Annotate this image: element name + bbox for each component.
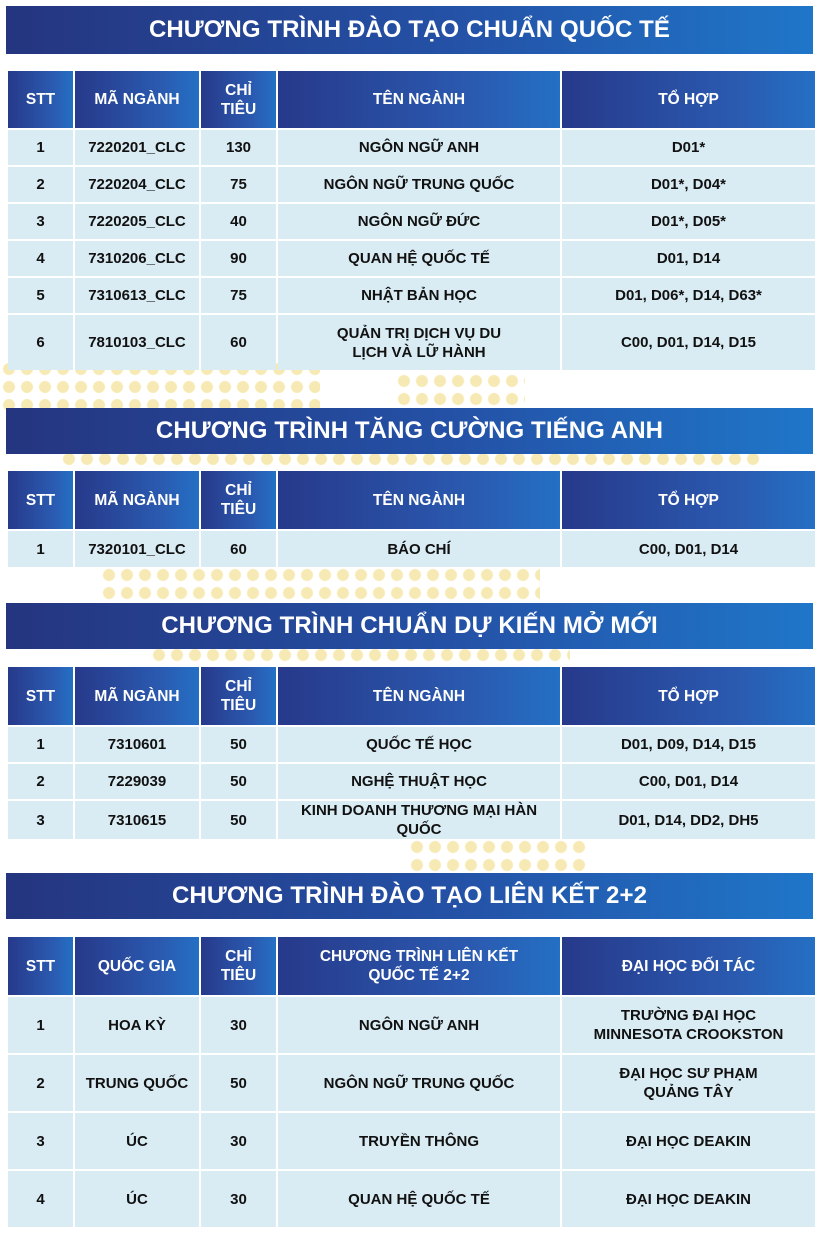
quota-cell: 30 (201, 997, 276, 1053)
country-cell: TRUNG QUỐC (75, 1055, 199, 1111)
quota-cell: 40 (201, 204, 276, 239)
col-header-stt: STT (8, 937, 73, 995)
program-cell: NGÔN NGỮ ANH (278, 997, 560, 1053)
partner-cell: ĐẠI HỌC DEAKIN (562, 1113, 815, 1169)
table-row (8, 278, 815, 313)
col-header-code: MÃ NGÀNH (75, 471, 199, 529)
col-header-quota: CHỈ TIÊU (201, 471, 276, 529)
table-row (8, 1171, 815, 1227)
combination-cell: C00, D01, D14 (562, 531, 815, 567)
stt-cell: 6 (8, 315, 73, 370)
stt-cell: 1 (8, 727, 73, 762)
decorative-dots (408, 838, 588, 874)
col-header-quota: CHỈ TIÊU (201, 937, 276, 995)
code-cell: 7220201_CLC (75, 130, 199, 165)
stt-cell: 2 (8, 1055, 73, 1111)
quota-cell: 60 (201, 531, 276, 567)
partner-cell: TRƯỜNG ĐẠI HỌC MINNESOTA CROOKSTON (562, 997, 815, 1053)
table-row (8, 1113, 815, 1169)
major-cell: QUẢN TRỊ DỊCH VỤ DU LỊCH VÀ LỮ HÀNH (278, 315, 560, 370)
decorative-dots (100, 566, 540, 602)
combination-cell: D01* (562, 130, 815, 165)
col-header-code: MÃ NGÀNH (75, 71, 199, 128)
partner-cell: ĐẠI HỌC SƯ PHẠM QUẢNG TÂY (562, 1055, 815, 1111)
country-cell: ÚC (75, 1113, 199, 1169)
stt-cell: 2 (8, 764, 73, 799)
code-cell: 7220204_CLC (75, 167, 199, 202)
col-header-code: MÃ NGÀNH (75, 667, 199, 725)
table-new-programs (6, 665, 817, 841)
code-cell: 7310615 (75, 801, 199, 839)
combination-cell: D01, D14, DD2, DH5 (562, 801, 815, 839)
col-header-combination: TỔ HỢP (562, 667, 815, 725)
table-row (8, 130, 815, 165)
table-row (8, 241, 815, 276)
col-header-major: TÊN NGÀNH (278, 667, 560, 725)
stt-cell: 2 (8, 167, 73, 202)
col-header-stt: STT (8, 471, 73, 529)
table-joint-2plus2 (6, 935, 817, 1229)
table-row (8, 204, 815, 239)
stt-cell: 4 (8, 241, 73, 276)
code-cell: 7310613_CLC (75, 278, 199, 313)
quota-cell: 50 (201, 764, 276, 799)
col-header-stt: STT (8, 667, 73, 725)
major-cell: BÁO CHÍ (278, 531, 560, 567)
section-title-international-standard: CHƯƠNG TRÌNH ĐÀO TẠO CHUẨN QUỐC TẾ (6, 6, 813, 54)
code-cell: 7220205_CLC (75, 204, 199, 239)
section-title-new-programs: CHƯƠNG TRÌNH CHUẨN DỰ KIẾN MỞ MỚI (6, 603, 813, 649)
major-cell: KINH DOANH THƯƠNG MẠI HÀN QUỐC (278, 801, 560, 839)
stt-cell: 5 (8, 278, 73, 313)
col-header-country: QUỐC GIA (75, 937, 199, 995)
quota-cell: 60 (201, 315, 276, 370)
quota-cell: 30 (201, 1171, 276, 1227)
table-row (8, 997, 815, 1053)
stt-cell: 3 (8, 204, 73, 239)
combination-cell: D01, D06*, D14, D63* (562, 278, 815, 313)
major-cell: NGÔN NGỮ ĐỨC (278, 204, 560, 239)
program-cell: TRUYỀN THÔNG (278, 1113, 560, 1169)
combination-cell: D01, D09, D14, D15 (562, 727, 815, 762)
combination-cell: D01*, D05* (562, 204, 815, 239)
combination-cell: C00, D01, D14 (562, 764, 815, 799)
col-header-joint-program: CHƯƠNG TRÌNH LIÊN KẾT QUỐC TẾ 2+2 (278, 937, 560, 995)
stt-cell: 3 (8, 1113, 73, 1169)
stt-cell: 1 (8, 997, 73, 1053)
major-cell: NGHỆ THUẬT HỌC (278, 764, 560, 799)
table-english-enhanced (6, 469, 817, 569)
section-title-joint-2plus2: CHƯƠNG TRÌNH ĐÀO TẠO LIÊN KẾT 2+2 (6, 873, 813, 919)
program-cell: QUAN HỆ QUỐC TẾ (278, 1171, 560, 1227)
combination-cell: D01*, D04* (562, 167, 815, 202)
table-row (8, 167, 815, 202)
country-cell: ÚC (75, 1171, 199, 1227)
table-row (8, 801, 815, 839)
table-row (8, 727, 815, 762)
col-header-major: TÊN NGÀNH (278, 71, 560, 128)
col-header-combination: TỔ HỢP (562, 71, 815, 128)
program-cell: NGÔN NGỮ TRUNG QUỐC (278, 1055, 560, 1111)
stt-cell: 4 (8, 1171, 73, 1227)
code-cell: 7310601 (75, 727, 199, 762)
code-cell: 7229039 (75, 764, 199, 799)
major-cell: NHẬT BẢN HỌC (278, 278, 560, 313)
decorative-dots (395, 372, 525, 408)
code-cell: 7810103_CLC (75, 315, 199, 370)
quota-cell: 50 (201, 1055, 276, 1111)
stt-cell: 1 (8, 130, 73, 165)
col-header-partner-university: ĐẠI HỌC ĐỐI TÁC (562, 937, 815, 995)
code-cell: 7320101_CLC (75, 531, 199, 567)
col-header-quota: CHỈ TIÊU (201, 667, 276, 725)
country-cell: HOA KỲ (75, 997, 199, 1053)
stt-cell: 1 (8, 531, 73, 567)
major-cell: NGÔN NGỮ TRUNG QUỐC (278, 167, 560, 202)
major-cell: NGÔN NGỮ ANH (278, 130, 560, 165)
code-cell: 7310206_CLC (75, 241, 199, 276)
partner-cell: ĐẠI HỌC DEAKIN (562, 1171, 815, 1227)
combination-cell: C00, D01, D14, D15 (562, 315, 815, 370)
major-cell: QUỐC TẾ HỌC (278, 727, 560, 762)
quota-cell: 75 (201, 167, 276, 202)
col-header-major: TÊN NGÀNH (278, 471, 560, 529)
quota-cell: 30 (201, 1113, 276, 1169)
col-header-stt: STT (8, 71, 73, 128)
quota-cell: 130 (201, 130, 276, 165)
combination-cell: D01, D14 (562, 241, 815, 276)
quota-cell: 50 (201, 801, 276, 839)
table-international-standard (6, 69, 817, 372)
quota-cell: 75 (201, 278, 276, 313)
major-cell: QUAN HỆ QUỐC TẾ (278, 241, 560, 276)
table-row (8, 315, 815, 370)
section-title-english-enhanced: CHƯƠNG TRÌNH TĂNG CƯỜNG TIẾNG ANH (6, 408, 813, 454)
table-row (8, 531, 815, 567)
col-header-combination: TỔ HỢP (562, 471, 815, 529)
quota-cell: 90 (201, 241, 276, 276)
quota-cell: 50 (201, 727, 276, 762)
table-row (8, 1055, 815, 1111)
table-row (8, 764, 815, 799)
stt-cell: 3 (8, 801, 73, 839)
col-header-quota: CHỈ TIÊU (201, 71, 276, 128)
